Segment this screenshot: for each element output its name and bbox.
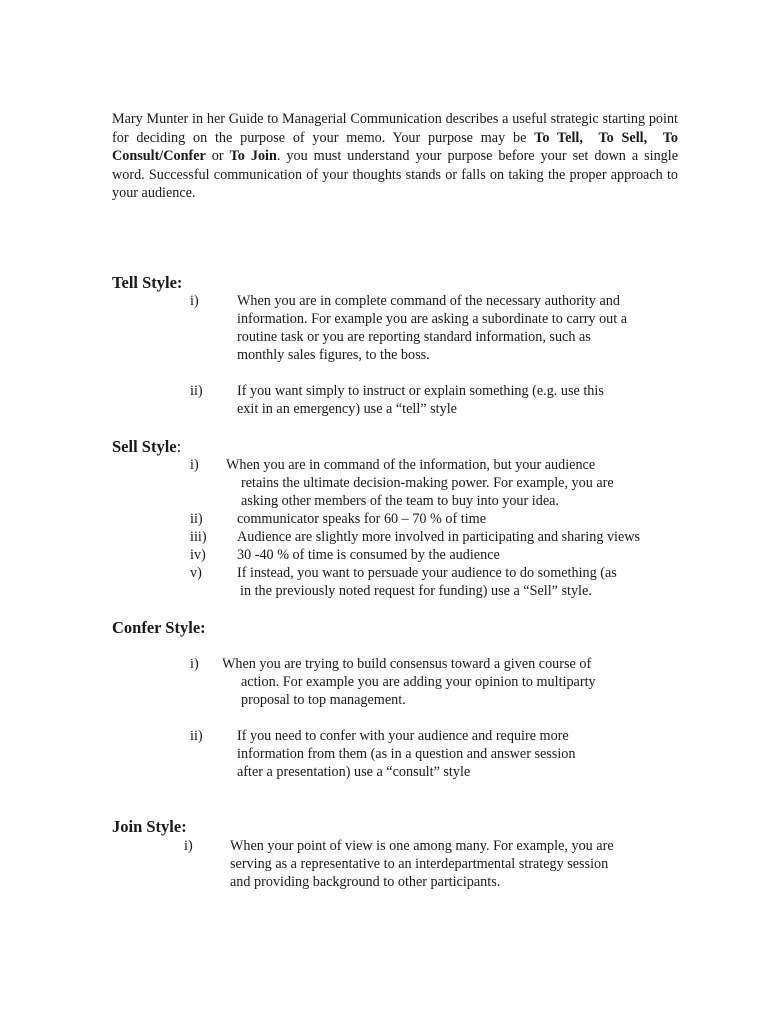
sell-style-heading-colon: : (176, 437, 182, 456)
tell-item-1-line-4: monthly sales figures, to the boss. (237, 347, 430, 363)
intro-to-join: To Join (229, 148, 277, 164)
confer-item-2-line-3: after a presentation) use a “consult” style (237, 764, 471, 780)
confer-item-1-line-2: action. For example you are adding your opinion to multiparty (241, 674, 596, 690)
join-item-1-line-3: and providing background to other participants. (230, 874, 501, 890)
join-item-1-number: i) (184, 838, 193, 854)
sell-item-3-number: iii) (190, 529, 207, 545)
sell-item-2-number: ii) (190, 511, 203, 527)
join-item-1-line-1: When your point of view is one among many. For example, you are (230, 838, 614, 854)
confer-item-2-number: ii) (190, 728, 203, 744)
tell-item-2-line-2: exit in an emergency) use a “tell” style (237, 401, 457, 417)
intro-text-1: Mary Munter in her Guide to Managerial Communication describes a useful strategic starting point for deciding on the purpose of your memo. Your purpose may be (112, 111, 678, 146)
intro-paragraph (112, 110, 678, 203)
sell-item-5-line-2: in the previously noted request for funding) use a “Sell” style. (240, 583, 592, 599)
tell-item-2-number: ii) (190, 383, 203, 399)
intro-text-5: . you must understand your purpose before your set down a single word. Successful communication of your thoughts stands or falls on taking the proper approach to your audience. (112, 148, 678, 201)
intro-text-4: or (205, 148, 230, 164)
sell-item-1-number: i) (190, 457, 199, 473)
sell-item-5 (237, 564, 617, 600)
sell-item-4-number: iv) (190, 547, 206, 563)
confer-item-1 (222, 655, 596, 709)
confer-style-heading: Confer Style: (112, 618, 206, 637)
confer-item-2 (237, 727, 575, 781)
intro-to-consult: To Consult/Confer (112, 129, 678, 164)
sell-item-1-line-2: retains the ultimate decision-making power. For example, you are (241, 475, 614, 491)
sell-item-5-number: v) (190, 565, 202, 581)
intro-to-sell: To Sell, (598, 129, 648, 146)
confer-item-1-line-3: proposal to top management. (241, 692, 406, 708)
intro-text-2 (583, 130, 599, 146)
intro-text-3 (647, 130, 663, 146)
join-item-1-line-2: serving as a representative to an interdepartmental strategy session (230, 856, 609, 872)
confer-item-1-line-1: When you are trying to build consensus toward a given course of (222, 656, 592, 672)
sell-item-2 (237, 510, 486, 528)
confer-item-2-line-1: If you need to confer with your audience and require more (237, 728, 569, 744)
sell-item-3 (237, 528, 640, 546)
sell-item-2-line-1: communicator speaks for 60 – 70 % of time (237, 511, 487, 527)
confer-item-2-line-2: information from them (as in a question and answer session (237, 746, 576, 762)
sell-item-4-line-1: 30 -40 % of time is consumed by the audience (237, 547, 500, 563)
sell-item-5-line-1: If instead, you want to persuade your audience to do something (as (237, 565, 617, 581)
sell-item-1-line-3: asking other members of the team to buy into your idea. (241, 493, 559, 509)
tell-item-1-line-1: When you are in complete command of the necessary authority and (237, 293, 620, 309)
join-item-1 (230, 837, 614, 891)
confer-item-1-number: i) (190, 656, 199, 672)
tell-style-heading: Tell Style: (112, 273, 183, 292)
tell-item-2-line-1: If you want simply to instruct or explain something (e.g. use this (237, 383, 604, 399)
tell-item-1-line-3: routine task or you are reporting standard information, such as (237, 329, 591, 345)
sell-item-1-line-1: When you are in command of the information, but your audience (226, 457, 596, 473)
tell-item-1-number: i) (190, 293, 199, 309)
tell-item-2 (237, 382, 604, 418)
sell-style-heading-text: Sell Style (112, 437, 177, 456)
sell-item-4 (237, 546, 500, 564)
join-style-heading: Join Style: (112, 817, 187, 836)
sell-item-1 (226, 456, 614, 510)
sell-item-3-line-1: Audience are slightly more involved in participating and sharing views (237, 529, 641, 545)
sell-style-heading (112, 437, 181, 457)
tell-item-1 (237, 292, 627, 364)
intro-to-tell: To Tell, (534, 129, 583, 146)
tell-item-1-line-2: information. For example you are asking a subordinate to carry out a (237, 311, 628, 327)
